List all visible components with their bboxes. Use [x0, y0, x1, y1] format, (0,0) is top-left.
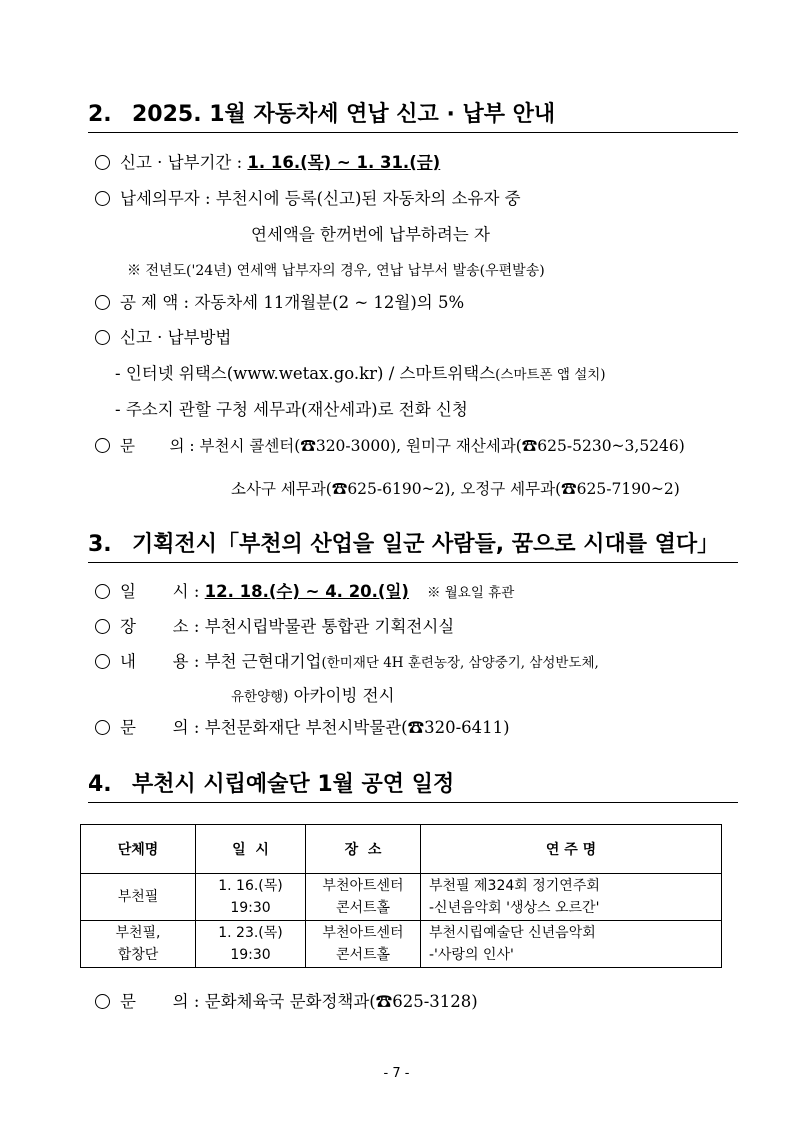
- table-row: [81, 874, 722, 921]
- place-line2: 콘서트홀: [335, 900, 391, 916]
- method-label: 신고 · 납부방법: [120, 328, 232, 347]
- period-value: 1. 16.(목) ~ 1. 31.(금): [247, 153, 441, 172]
- exhibit-place-row: [95, 615, 454, 639]
- performance-inquiry-row: [95, 990, 478, 1014]
- exhibit-place-value: 부천시립박물관 통합관 기획전시실: [204, 617, 455, 636]
- title-cell: [421, 874, 722, 921]
- exhibit-date-note: ※ 월요일 휴관: [426, 585, 515, 601]
- inquiry-line2: 소사구 세무과(☎625-6190~2), 오정구 세무과(☎625-7190~2): [231, 480, 680, 498]
- period-row: [95, 151, 440, 175]
- header-group: 단체명: [81, 825, 196, 874]
- place-line2: 콘서트홀: [335, 947, 391, 963]
- method-item-1-main: - 인터넷 위택스(www.wetax.go.kr) / 스마트위택스: [115, 364, 496, 383]
- section-3-heading: [88, 530, 738, 563]
- title-line2: -신년음악회 '생상스 오르간': [429, 900, 600, 916]
- performance-inquiry-label: 문 의 :: [120, 992, 205, 1011]
- circle-bullet-icon: [95, 155, 110, 170]
- section-4-heading: [88, 770, 738, 803]
- exhibit-date-label: 일 시 :: [120, 582, 205, 601]
- period-label: 신고 · 납부기간 :: [120, 153, 248, 172]
- section-4-number: 4.: [88, 772, 112, 797]
- deduction-row: [95, 291, 464, 315]
- performance-schedule-table: [80, 824, 722, 968]
- circle-bullet-icon: [95, 191, 110, 206]
- date-cell: [196, 874, 306, 921]
- exhibit-content-tail: 아카이빙 전시: [288, 686, 395, 705]
- section-4-title: 부천시 시립예술단 1월 공연 일정: [132, 772, 455, 797]
- exhibit-place-label: 장 소 :: [120, 617, 205, 636]
- title-line1: 부천시립예술단 신년음악회: [429, 925, 596, 941]
- deduction-label: 공 제 액 :: [120, 293, 195, 312]
- group-line1: 부천필,: [115, 925, 161, 941]
- method-item-2: - 주소지 관할 구청 세무과(재산세과)로 전화 신청: [115, 400, 468, 419]
- page-number: - 7 -: [383, 1066, 410, 1081]
- inquiry-label-2: 문 의 :: [120, 437, 200, 455]
- circle-bullet-icon: [95, 720, 110, 735]
- circle-bullet-icon: [95, 295, 110, 310]
- circle-bullet-icon: [95, 330, 110, 345]
- exhibit-content-line2: [231, 684, 395, 709]
- section-2-title: 2025. 1월 자동차세 연납 신고 · 납부 안내: [132, 102, 556, 127]
- section-3-number: 3.: [88, 532, 112, 557]
- section-3-title: 기획전시「부천의 산업을 일군 사람들, 꿈으로 시대를 열다」: [132, 532, 720, 557]
- inquiry-line1: 부천시 콜센터(☎320-3000), 원미구 재산세과(☎625-5230~3,5246): [199, 437, 685, 455]
- header-date: 일 시: [196, 825, 306, 874]
- time-line: 19:30: [230, 900, 271, 916]
- group-line2: 합창단: [117, 947, 159, 963]
- obligor-line2: 연세액을 한꺼번에 납부하려는 자: [251, 225, 490, 244]
- place-line1: 부천아트센터: [322, 878, 404, 894]
- circle-bullet-icon: [95, 584, 110, 599]
- circle-bullet-icon: [95, 654, 110, 669]
- obligor-line1: 부천시에 등록(신고)된 자동차의 소유자 중: [215, 189, 521, 208]
- circle-bullet-icon: [95, 619, 110, 634]
- date-line1: 1. 23.(목): [218, 925, 283, 941]
- date-cell: [196, 921, 306, 968]
- circle-bullet-icon: [95, 438, 110, 453]
- date-line1: 1. 16.(목): [218, 878, 283, 894]
- title-line2: -'사랑의 인사': [429, 947, 514, 963]
- circle-bullet-icon: [95, 994, 110, 1009]
- deduction-value: 자동차세 11개월분(2 ~ 12월)의 5%: [194, 293, 465, 312]
- group-cell: [81, 921, 196, 968]
- title-line1: 부천필 제324회 정기연주회: [429, 878, 600, 894]
- exhibit-content-label: 내 용 :: [120, 652, 205, 671]
- exhibit-date-row: [95, 580, 514, 605]
- tax-note: ※ 전년도('24년) 연세액 납부자의 경우, 연납 납부서 발송(우편발송): [127, 263, 545, 279]
- obligor-label: 납세의무자 :: [120, 189, 216, 208]
- header-title: 연 주 명: [421, 825, 722, 874]
- header-place: 장 소: [306, 825, 421, 874]
- exhibit-inquiry-label: 문 의 :: [120, 718, 205, 737]
- time-line: 19:30: [230, 947, 271, 963]
- performance-inquiry-value: 문화체육국 문화정책과(☎625-3128): [204, 992, 478, 1011]
- place-cell: [306, 921, 421, 968]
- exhibit-inquiry-value: 부천문화재단 부천시박물관(☎320-6411): [204, 718, 510, 737]
- method-item-1: [115, 362, 606, 387]
- place-line1: 부천아트센터: [322, 925, 404, 941]
- exhibit-date-value: 12. 18.(수) ~ 4. 20.(일): [204, 582, 409, 601]
- table-header-row: [81, 825, 722, 874]
- exhibit-content-row: [95, 650, 599, 675]
- exhibit-content-small2: 유한양행): [231, 689, 289, 705]
- group-cell: 부천필: [81, 874, 196, 921]
- exhibit-content-main: 부천 근현대기업: [204, 652, 322, 671]
- inquiry-row-2: [95, 434, 685, 458]
- method-item-1-small: (스마트폰 앱 설치): [495, 367, 606, 383]
- table-row: [81, 921, 722, 968]
- method-row: [95, 326, 231, 350]
- title-cell: [421, 921, 722, 968]
- place-cell: [306, 874, 421, 921]
- exhibit-content-small1: (한미재단 4H 훈련농장, 삼양중기, 삼성반도체,: [321, 655, 599, 671]
- exhibit-inquiry-row: [95, 716, 510, 740]
- section-2-number: 2.: [88, 102, 112, 127]
- obligor-row: [95, 187, 521, 211]
- section-2-heading: [88, 100, 738, 133]
